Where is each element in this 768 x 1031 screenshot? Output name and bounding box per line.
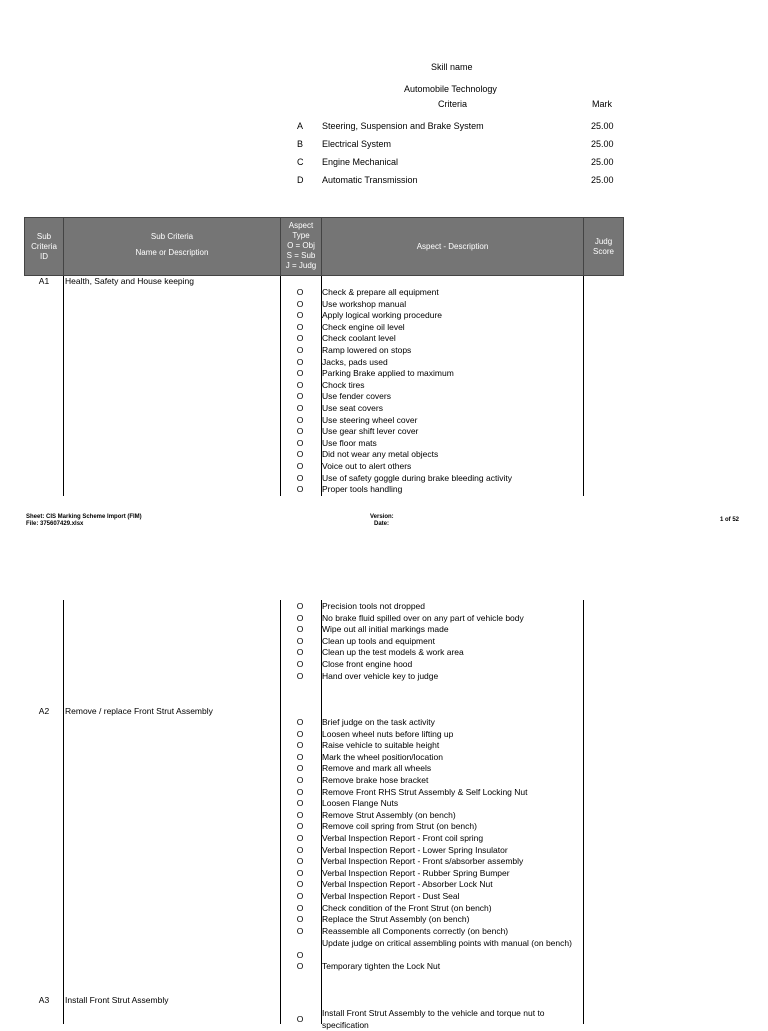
criteria-name: Automatic Transmission	[322, 175, 418, 185]
aspect-type: O	[296, 879, 304, 890]
aspect-type: O	[296, 333, 304, 344]
sub-criteria-id: A3	[38, 995, 50, 1005]
header-text: J = Judg	[285, 261, 317, 270]
aspect-description: Check & prepare all equipment	[322, 287, 439, 297]
aspect-type-list	[280, 717, 320, 937]
aspect-type: O	[296, 740, 304, 751]
aspect-type: O	[296, 310, 304, 321]
footer-page-number: 1 of 52	[720, 517, 740, 523]
skill-name-label: Skill name	[431, 62, 473, 72]
aspect-description: Remove Strut Assembly (on bench)	[322, 809, 456, 820]
aspect-type: O	[296, 670, 304, 681]
footer-version-label: Version:	[370, 514, 394, 520]
column-rule	[63, 276, 64, 496]
aspect-description-list	[322, 287, 584, 496]
aspect-description: Wipe out all initial markings made	[322, 624, 449, 635]
aspect-type: O	[296, 368, 304, 379]
mark-label: Mark	[592, 99, 612, 109]
aspect-type-list	[280, 601, 320, 682]
aspect-type: O	[296, 414, 304, 425]
sub-criteria-id: A2	[38, 706, 50, 716]
criteria-name: Steering, Suspension and Brake System	[322, 121, 484, 131]
header-text: S = Sub	[286, 251, 316, 260]
criteria-mark: 25.00	[591, 139, 614, 149]
aspect-description: Voice out to alert others	[322, 460, 412, 471]
aspect-description: Verbal Inspection Report - Rubber Spring Bumper	[322, 867, 510, 878]
aspect-description-list	[322, 717, 584, 937]
aspect-description: Use gear shift lever cover	[322, 426, 419, 437]
aspect-type: O	[296, 774, 304, 785]
aspect-type: O	[296, 356, 304, 367]
sub-criteria-name: Health, Safety and House keeping	[65, 276, 195, 286]
aspect-type: O	[296, 484, 304, 495]
aspect-description: Parking Brake applied to maximum	[322, 368, 454, 379]
spacer	[24, 702, 64, 703]
sub-criteria-name: Remove / replace Front Strut Assembly	[65, 706, 213, 716]
aspect-description: Jacks, pads used	[322, 356, 388, 367]
col-header-sub-criteria	[63, 217, 281, 276]
aspect-description: Loosen wheel nuts before lifting up	[322, 728, 454, 739]
header-text: ID	[40, 252, 48, 261]
aspect-description: Install Front Strut Assembly to the vehicle and torque nut to specification	[322, 1008, 545, 1030]
aspect-description: Verbal Inspection Report - Lower Spring Insulator	[322, 844, 508, 855]
aspect-description-list	[322, 601, 584, 682]
aspect-description: Update judge on critical assembling points with manual (on bench)	[322, 938, 572, 948]
aspect-type: O	[296, 647, 304, 658]
aspect-description: Precision tools not dropped	[322, 601, 426, 611]
aspect-type: O	[296, 379, 304, 390]
sub-criteria-name: Install Front Strut Assembly	[65, 995, 169, 1005]
aspect-description: Verbal Inspection Report - Front coil spring	[322, 832, 484, 843]
header-text: Aspect	[288, 221, 314, 230]
aspect-description: Use seat covers	[322, 402, 383, 413]
aspect-type: O	[296, 658, 304, 669]
aspect-description: Ramp lowered on stops	[322, 344, 412, 355]
aspect-description: Mark the wheel position/location	[322, 751, 443, 762]
header-text: O = Obj	[287, 241, 315, 250]
header-text: Sub Criteria	[150, 232, 194, 241]
aspect-type: O	[296, 426, 304, 437]
header-text: Aspect - Description	[416, 242, 489, 251]
aspect-type: O	[296, 612, 304, 623]
aspect-type: O	[296, 449, 304, 460]
aspect-type: O	[296, 902, 304, 913]
aspect-description: Loosen Flange Nuts	[322, 798, 399, 809]
aspect-description: Raise vehicle to suitable height	[322, 740, 440, 751]
aspect-type: O	[296, 287, 304, 297]
footer-file: File: 375607429.xlsx	[26, 521, 84, 527]
column-rule	[63, 600, 64, 1024]
skill-name: Automobile Technology	[404, 84, 497, 94]
header-text: Criteria	[31, 242, 57, 251]
col-header-judg-score	[583, 217, 624, 276]
aspect-description: Verbal Inspection Report - Absorber Lock Nut	[322, 879, 493, 890]
aspect-description: Check condition of the Front Strut (on bench)	[322, 902, 492, 913]
aspect-description: No brake fluid spilled over on any part of vehicle body	[322, 612, 524, 623]
criteria-name: Electrical System	[322, 139, 392, 149]
aspect-type: O	[296, 890, 304, 901]
aspect-type: O	[296, 914, 304, 925]
aspect-description: Remove and mark all wheels	[322, 763, 432, 774]
aspect-type: O	[296, 472, 304, 483]
criteria-id: A	[297, 121, 304, 131]
criteria-id: D	[297, 175, 304, 185]
aspect-type: O	[296, 821, 304, 832]
aspect-type: O	[296, 844, 304, 855]
aspect-description: Clean up tools and equipment	[322, 635, 435, 646]
aspect-type: O	[296, 809, 304, 820]
aspect-type: O	[296, 950, 304, 960]
aspect-description: Verbal Inspection Report - Front s/absorber assembly	[322, 856, 524, 867]
aspect-type: O	[296, 728, 304, 739]
aspect-description: Clean up the test models & work area	[322, 647, 464, 658]
aspect-description: Remove brake hose bracket	[322, 774, 429, 785]
aspect-type: O	[296, 437, 304, 448]
header-text: Sub	[36, 232, 52, 241]
aspect-type: O	[296, 717, 304, 727]
aspect-description: Proper tools handling	[322, 484, 403, 495]
aspect-description: Chock tires	[322, 379, 365, 390]
aspect-description: Close front engine hood	[322, 658, 413, 669]
aspect-type: O	[296, 635, 304, 646]
header-text: Score	[593, 247, 614, 256]
col-header-sub-criteria-id	[24, 217, 64, 276]
aspect-description: Reassemble all Components correctly (on bench)	[322, 925, 509, 936]
col-header-aspect-type	[280, 217, 322, 276]
col-header-aspect-description	[321, 217, 584, 276]
aspect-description: Use floor mats	[322, 437, 377, 448]
aspect-type: O	[296, 925, 304, 936]
aspect-description: Use steering wheel cover	[322, 414, 418, 425]
aspect-type: O	[296, 786, 304, 797]
aspect-description: Brief judge on the task activity	[322, 717, 435, 727]
footer-sheet: Sheet: CIS Marking Scheme Import (FIM)	[26, 514, 142, 520]
header-text: Name or Description	[135, 248, 209, 257]
criteria-name: Engine Mechanical	[322, 157, 399, 167]
aspect-type: O	[296, 961, 304, 971]
aspect-description: Check engine oil level	[322, 321, 405, 332]
aspect-description: Replace the Strut Assembly (on bench)	[322, 914, 470, 925]
aspect-type: O	[296, 321, 304, 332]
aspect-type: O	[296, 402, 304, 413]
aspect-description: Apply logical working procedure	[322, 310, 443, 321]
aspect-description: Hand over vehicle key to judge	[322, 670, 439, 681]
aspect-type-list	[280, 287, 320, 496]
aspect-type: O	[296, 832, 304, 843]
aspect-description: Use of safety goggle during brake bleeding activity	[322, 472, 512, 483]
aspect-type: O	[296, 798, 304, 809]
criteria-mark: 25.00	[591, 121, 614, 131]
aspect-type: O	[296, 298, 304, 309]
header-text: Type	[292, 231, 310, 240]
criteria-id: C	[297, 157, 304, 167]
criteria-mark: 25.00	[591, 175, 614, 185]
aspect-type: O	[296, 601, 304, 611]
aspect-type: O	[296, 763, 304, 774]
aspect-type: O	[296, 856, 304, 867]
aspect-type: O	[296, 751, 304, 762]
criteria-id: B	[297, 139, 304, 149]
aspect-description: Temporary tighten the Lock Nut	[322, 961, 441, 971]
aspect-description: Use fender covers	[322, 391, 391, 402]
aspect-description: Check coolant level	[322, 333, 396, 344]
aspect-type: O	[296, 1014, 304, 1024]
aspect-description: Did not wear any metal objects	[322, 449, 439, 460]
aspect-type: O	[296, 460, 304, 471]
aspect-description: Remove Front RHS Strut Assembly & Self Locking Nut	[322, 786, 528, 797]
aspect-type: O	[296, 391, 304, 402]
criteria-label: Criteria	[438, 99, 468, 109]
aspect-type: O	[296, 624, 304, 635]
aspect-type: O	[296, 344, 304, 355]
aspect-type: O	[296, 867, 304, 878]
sub-criteria-id: A1	[38, 276, 50, 286]
header-text: Judg	[594, 237, 613, 246]
footer-date-label: Date:	[374, 521, 390, 527]
aspect-description: Verbal Inspection Report - Dust Seal	[322, 890, 460, 901]
aspect-description: Use workshop manual	[322, 298, 407, 309]
aspect-description: Remove coil spring from Strut (on bench)	[322, 821, 477, 832]
criteria-mark: 25.00	[591, 157, 614, 167]
